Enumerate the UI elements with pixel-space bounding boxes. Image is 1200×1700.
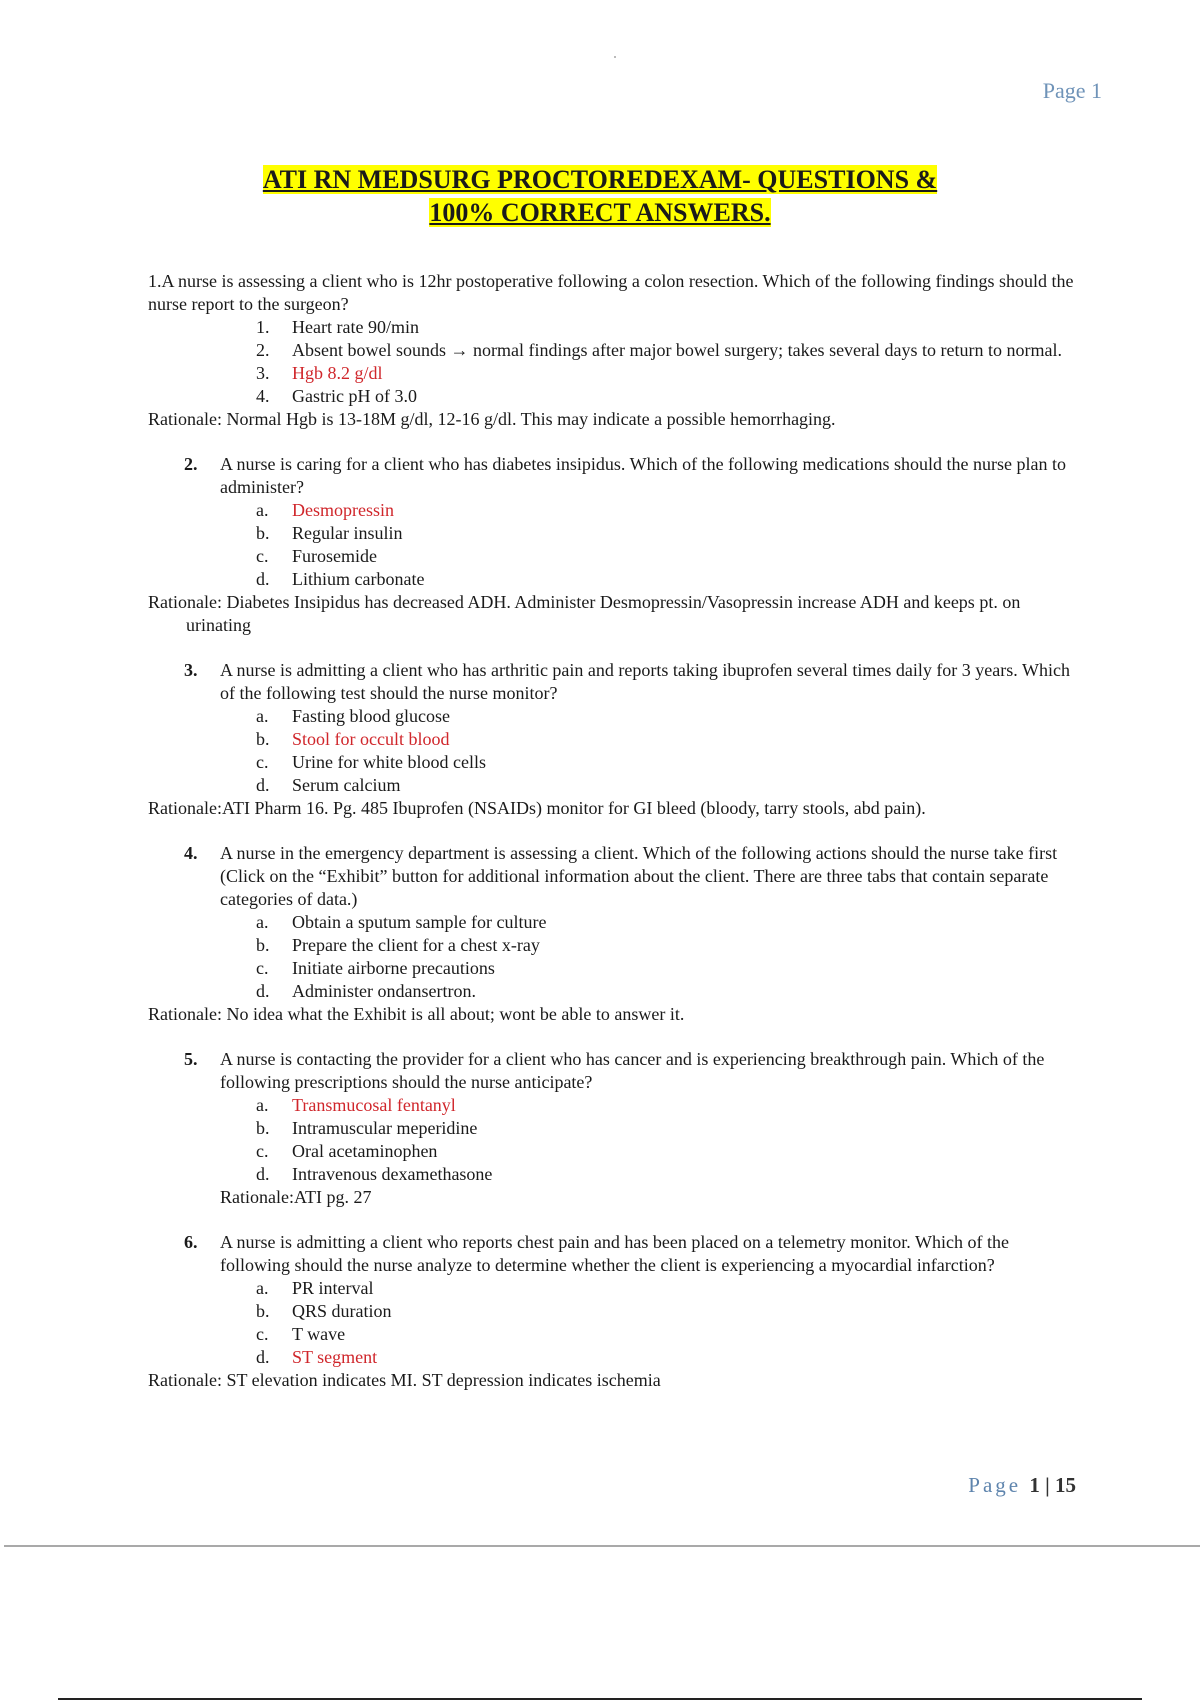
question-number: 1.: [148, 271, 162, 291]
answer-options: [148, 1094, 1078, 1186]
option-text: QRS duration: [292, 1301, 392, 1321]
answer-option: [256, 1140, 1078, 1163]
question-text: A nurse is admitting a client who has arthritic pain and reports taking ibuprofen several times daily for 3 years. Which of the following test should the nurse monitor?: [220, 660, 1070, 703]
option-text: Intramuscular meperidine: [292, 1118, 478, 1138]
answer-option: [256, 339, 1078, 362]
option-text: Transmucosal fentanyl: [292, 1095, 456, 1115]
option-text: Serum calcium: [292, 775, 401, 795]
option-label: a.: [256, 500, 269, 520]
option-text: Furosemide: [292, 546, 377, 566]
option-label: a.: [256, 1095, 269, 1115]
question-text: A nurse in the emergency department is assessing a client. Which of the following actions should the nurse take first (Click on the “Exhibit” button for additional information about the client. There are three tabs that contain separate categories of data.): [220, 843, 1058, 909]
option-label: b.: [256, 523, 270, 543]
option-label: 3.: [256, 363, 270, 383]
answer-options: [148, 1277, 1078, 1369]
title-line-1: ATI RN MEDSURG PROCTOREDEXAM- QUESTIONS &: [262, 165, 938, 194]
question-number: 6.: [184, 1232, 198, 1252]
scan-speck: [614, 56, 616, 58]
option-text: Heart rate 90/min: [292, 317, 419, 337]
question-number: 4.: [184, 843, 198, 863]
question-text: A nurse is admitting a client who reports chest pain and has been placed on a telemetry monitor. Which of the following should the nurse analyze to determine whether the client is experiencing a myocardial infarction?: [220, 1232, 1009, 1275]
answer-option: [256, 568, 1078, 591]
page-divider: [4, 1545, 1200, 1547]
question-3: [148, 659, 1078, 820]
question-2: [148, 453, 1078, 637]
footer-page-count: 1 | 15: [1029, 1473, 1076, 1497]
rationale: Rationale: Diabetes Insipidus has decreased ADH. Administer Desmopressin/Vasopressin increase ADH and keeps pt. on urinating: [148, 592, 1021, 635]
question-number: 2.: [184, 454, 198, 474]
option-text: Prepare the client for a chest x-ray: [292, 935, 540, 955]
rationale: Rationale: ST elevation indicates MI. ST depression indicates ischemia: [148, 1370, 661, 1390]
answer-option: [256, 1323, 1078, 1346]
answer-options: [148, 499, 1078, 591]
option-label: b.: [256, 1301, 270, 1321]
document-title: [0, 163, 1200, 229]
option-label: b.: [256, 1118, 270, 1138]
answer-option: [256, 1300, 1078, 1323]
answer-option: [256, 751, 1078, 774]
question-5: [148, 1048, 1078, 1209]
option-text: Fasting blood glucose: [292, 706, 450, 726]
option-label: c.: [256, 752, 269, 772]
option-text: Administer ondansertron.: [292, 981, 476, 1001]
option-label: 4.: [256, 386, 270, 406]
option-label: a.: [256, 706, 269, 726]
option-text: Absent bowel sounds → normal findings after major bowel surgery; takes several days to return to normal.: [292, 340, 1062, 360]
answer-option: [256, 1277, 1078, 1300]
option-label: 1.: [256, 317, 270, 337]
option-label: d.: [256, 1347, 270, 1367]
option-text: Intravenous dexamethasone: [292, 1164, 493, 1184]
option-text: Hgb 8.2 g/dl: [292, 363, 383, 383]
option-label: b.: [256, 935, 270, 955]
option-text: Regular insulin: [292, 523, 403, 543]
answer-option: [256, 385, 1078, 408]
question-stem: [184, 1048, 1078, 1094]
question-6: [148, 1231, 1078, 1392]
answer-option: [256, 911, 1078, 934]
answer-option: [256, 774, 1078, 797]
option-text: Obtain a sputum sample for culture: [292, 912, 547, 932]
option-label: a.: [256, 1278, 269, 1298]
option-label: c.: [256, 1324, 269, 1344]
questions-list: [148, 270, 1078, 1414]
option-label: c.: [256, 546, 269, 566]
answer-options: [148, 705, 1078, 797]
question-stem: [184, 1231, 1078, 1277]
answer-option: [256, 1163, 1078, 1186]
answer-option-correct: [256, 1094, 1078, 1117]
option-text: Gastric pH of 3.0: [292, 386, 417, 406]
option-text: Stool for occult blood: [292, 729, 450, 749]
option-label: d.: [256, 1164, 270, 1184]
rationale: Rationale: No idea what the Exhibit is all about; wont be able to answer it.: [148, 1004, 685, 1024]
question-4: [148, 842, 1078, 1026]
option-label: d.: [256, 775, 270, 795]
option-text: ST segment: [292, 1347, 378, 1367]
rationale: Rationale:ATI pg. 27: [220, 1187, 372, 1207]
option-text: Desmopressin: [292, 500, 394, 520]
option-label: a.: [256, 912, 269, 932]
option-text: Lithium carbonate: [292, 569, 425, 589]
question-text: A nurse is caring for a client who has diabetes insipidus. Which of the following medications should the nurse plan to administer?: [220, 454, 1066, 497]
option-label: d.: [256, 569, 270, 589]
question-text: A nurse is contacting the provider for a client who has cancer and is experiencing breakthrough pain. Which of the following prescriptions should the nurse anticipate?: [220, 1049, 1045, 1092]
answer-options: [148, 911, 1078, 1003]
answer-options: [148, 316, 1078, 408]
answer-option: [256, 980, 1078, 1003]
option-label: c.: [256, 1141, 269, 1161]
option-text: Initiate airborne precautions: [292, 958, 495, 978]
question-stem: [148, 270, 1078, 316]
option-text: Oral acetaminophen: [292, 1141, 438, 1161]
answer-option: [256, 957, 1078, 980]
question-text: A nurse is assessing a client who is 12hr postoperative following a colon resection. Which of the following findings should the nurse report to the surgeon?: [148, 271, 1074, 314]
option-label: 2.: [256, 340, 270, 360]
title-line-2: 100% CORRECT ANSWERS.: [429, 198, 771, 227]
rationale: Rationale: Normal Hgb is 13-18M g/dl, 12-16 g/dl. This may indicate a possible hemorrhaging.: [148, 409, 836, 429]
answer-option-correct: [256, 1346, 1078, 1369]
question-stem: [184, 842, 1078, 911]
answer-option: [256, 705, 1078, 728]
question-number: 5.: [184, 1049, 198, 1069]
option-text: Urine for white blood cells: [292, 752, 486, 772]
answer-option-correct: [256, 728, 1078, 751]
answer-option: [256, 934, 1078, 957]
question-stem: [184, 659, 1078, 705]
option-label: d.: [256, 981, 270, 1001]
answer-option-correct: [256, 362, 1078, 385]
answer-option: [256, 1117, 1078, 1140]
question-1: [148, 270, 1078, 431]
rationale: Rationale:ATI Pharm 16. Pg. 485 Ibuprofen (NSAIDs) monitor for GI bleed (bloody, tarry stools, abd pain).: [148, 798, 926, 818]
answer-option: [256, 545, 1078, 568]
footer-page-number: [968, 1473, 1076, 1498]
header-page-label: Page 1: [1042, 78, 1102, 103]
question-stem: [184, 453, 1078, 499]
answer-option: [256, 316, 1078, 339]
answer-option-correct: [256, 499, 1078, 522]
footer-page-word: Page: [968, 1473, 1022, 1497]
question-number: 3.: [184, 660, 198, 680]
option-label: c.: [256, 958, 269, 978]
option-label: b.: [256, 729, 270, 749]
answer-option: [256, 522, 1078, 545]
option-text: T wave: [292, 1324, 346, 1344]
option-text: PR interval: [292, 1278, 374, 1298]
